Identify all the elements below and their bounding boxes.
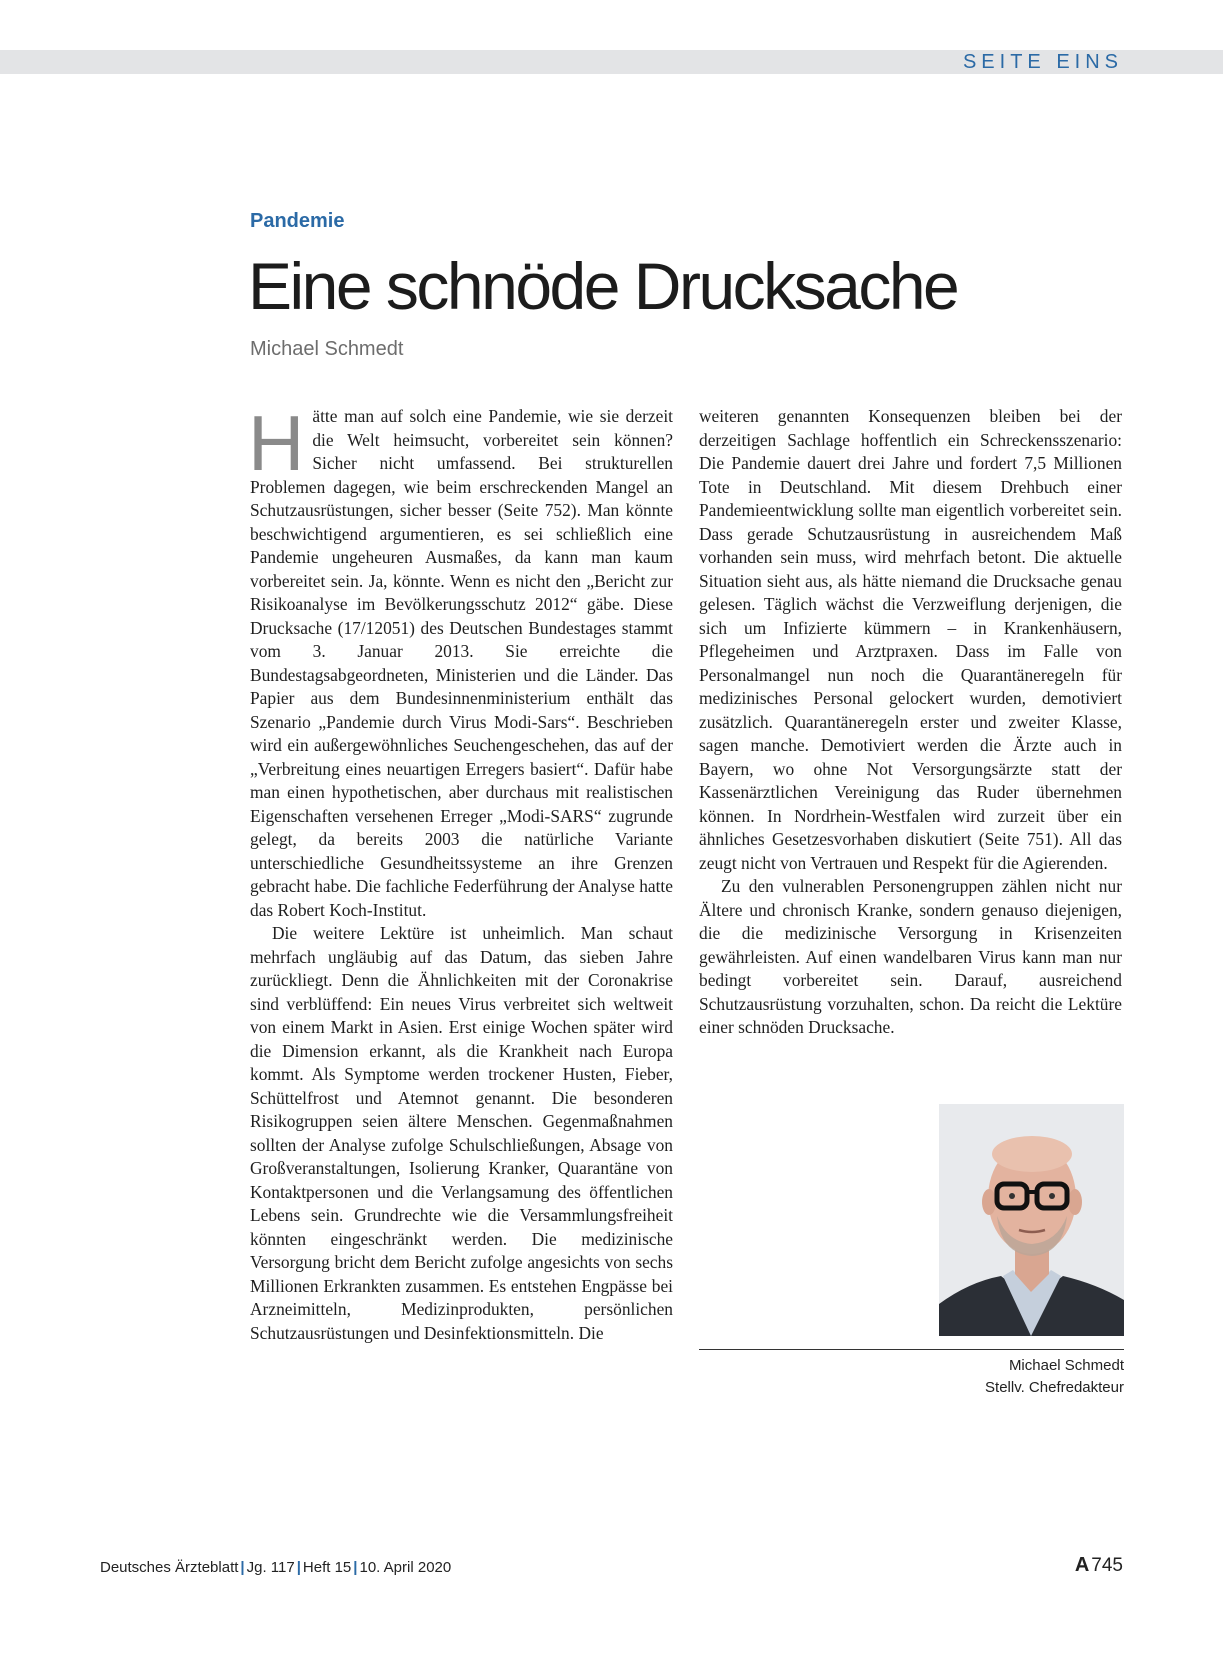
footer-volume: Jg. 117: [246, 1559, 295, 1576]
article-column-left: [248, 399, 673, 1345]
footer-separator: |: [296, 1559, 301, 1576]
article-paragraph: Die weitere Lektüre ist unheimlich. Man schaut mehrfach ungläubig auf das Datum, das sieben Jahre zurückliegt. Denn die Ähnlichkeiten mit der Coronakrise sind verblüffend: Ein neues Virus verbreitet sich weltweit von einem Markt in Asien. Erst einige Wochen später wird die Dimension erkannt, als die Krankheit nach Europa kommt. Als Symptome werden trockener Husten, Fieber, Schüttelfrost und Atemnot genannt. Die besonderen Risikogruppen seien ältere Menschen. Gegenmaßnahmen sollten der Analyse zufolge Schulschließungen, Absage von Großveranstaltungen, Isolierung Kranker, Quarantäne von Kontaktpersonen und die Verlangsamung des öffentlichen Lebens sein. Grundrechte wie die Versammlungsfreiheit könnten eingeschränkt werden. Die medizinische Versorgung bricht dem Bericht zufolge angesichts von sechs Millionen Erkrankten zusammen. Es entstehen Engpässe bei Arzneimitteln, Medizinprodukten, persönlichen Schutzausrüstungen und Desinfektionsmitteln. Die: [250, 923, 673, 1343]
page-number-value: 745: [1091, 1555, 1123, 1576]
article-paragraph: weiteren genannten Konsequenzen bleiben bei der derzeitigen Sachlage hoffentlich ein Schreckensszenario: Die Pandemie dauert drei Jahre und fordert 7,5 Millionen Tote in Deutschland. Mit diesem Drehbuch einer Pandemieentwicklung sollte man eigentlich vorbereitet sein. Dass gerade Schutzausrüstung in ausreichendem Maß vorhanden sein muss, wird mehrfach betont. Die aktuelle Situation sieht aus, als hätte niemand die Drucksache genau gelesen. Täglich wächst die Verzweiflung derjenigen, die sich um Infizierte kümmern – in Krankenhäusern, Pflegeheimen und Arztpraxen. Dass im Falle von Personalmangel nun noch die Quarantäneregeln für medizinisches Personal gelockert wurden, demotiviert zusätzlich. Quarantäneregeln erster und zweiter Klasse, sagen manche. Demotiviert werden die Ärzte auch in Bayern, wo ohne Not Versorgungsärzte statt der Kassenärztlichen Vereinigung das Ruder übernehmen können. In Nordrhein-Westfalen wird zurzeit über ein ähnliches Gesetzesvorhaben diskutiert (Seite 751). All das zeugt nicht von Vertrauen und Respekt für die Agierenden.: [699, 406, 1122, 873]
page-prefix: A: [1074, 1554, 1090, 1576]
paragraph-text: ätte man auf solch eine Pandemie, wie sie derzeit die Welt heimsucht, vorbereitet sein können? Sicher nicht umfassend. Bei strukturellen Problemen dagegen, wie beim erschreckenden Mangel an Schutzausrüstungen, sicher besser (Seite 752). Man könnte beschwichtigend argumentieren, es sei schließlich eine Pandemie ungeheuren Ausmaßes, da kann man kaum vorbereitet sein. Ja, könnte. Wenn es nicht den „Bericht zur Risikoanalyse im Bevölkerungsschutz 2012“ gäbe. Diese Drucksache (17/12051) des Deutschen Bundestages stammt vom 3. Januar 2013. Sie erreichte die Bundestagsabgeordneten, Ministerien und die Länder. Das Papier aus dem Bundesinnenministerium enthält das Szenario „Pandemie durch Virus Modi-Sars“. Beschrieben wird ein außergewöhnliches Seuchengeschehen, das auf der „Verbreitung eines neuartigen Erregers basiert“. Dafür habe man einen hypothetischen, aber durchaus mit realistischen Eigenschaften versehenen Erreger „Modi-SARS“ zugrunde gelegt, da bereits 2003 die natürliche Variante unterschiedliche Gesundheitssysteme an ihre Grenzen gebracht habe. Die fachliche Federführung der Analyse hatte das Robert Koch-Institut.: [250, 406, 673, 920]
article-kicker: Pandemie: [250, 210, 345, 232]
footer-separator: |: [353, 1559, 358, 1576]
article-column-right: [699, 405, 1122, 1040]
article-paragraph: Zu den vulnerablen Personengruppen zählen nicht nur Ältere und chronisch Kranke, sondern genauso diejenigen, die die medizinische Versorgung in Krisenzeiten gewährleisten. Auf einen wandelbaren Virus kann man nur bedingt vorbereitet sein. Darauf, ausreichend Schutzausrüstung vorzuhalten, schon. Da reicht die Lektüre einer schnöden Drucksache.: [699, 876, 1122, 1037]
article-title: Eine schnöde Drucksache: [248, 249, 958, 323]
page-number: [1075, 1550, 1123, 1580]
footer-issue: Heft 15: [302, 1559, 352, 1576]
portrait-illustration: [939, 1104, 1124, 1336]
footer-separator: |: [240, 1559, 245, 1576]
footer-citation: [100, 1556, 451, 1580]
caption-rule: [699, 1349, 1124, 1350]
article-paragraph: [248, 399, 673, 922]
drop-cap: H: [248, 399, 305, 487]
photo-caption: [985, 1355, 1124, 1399]
section-label: SEITE EINS: [962, 51, 1123, 73]
footer-date: 10. April 2020: [359, 1559, 452, 1576]
footer-journal: Deutsches Ärzteblatt: [100, 1559, 239, 1576]
caption-name: Michael Schmedt: [1008, 1357, 1124, 1374]
caption-role: Stellv. Chefredakteur: [985, 1379, 1124, 1396]
article-author: Michael Schmedt: [250, 338, 404, 360]
author-portrait-photo: [939, 1104, 1124, 1336]
